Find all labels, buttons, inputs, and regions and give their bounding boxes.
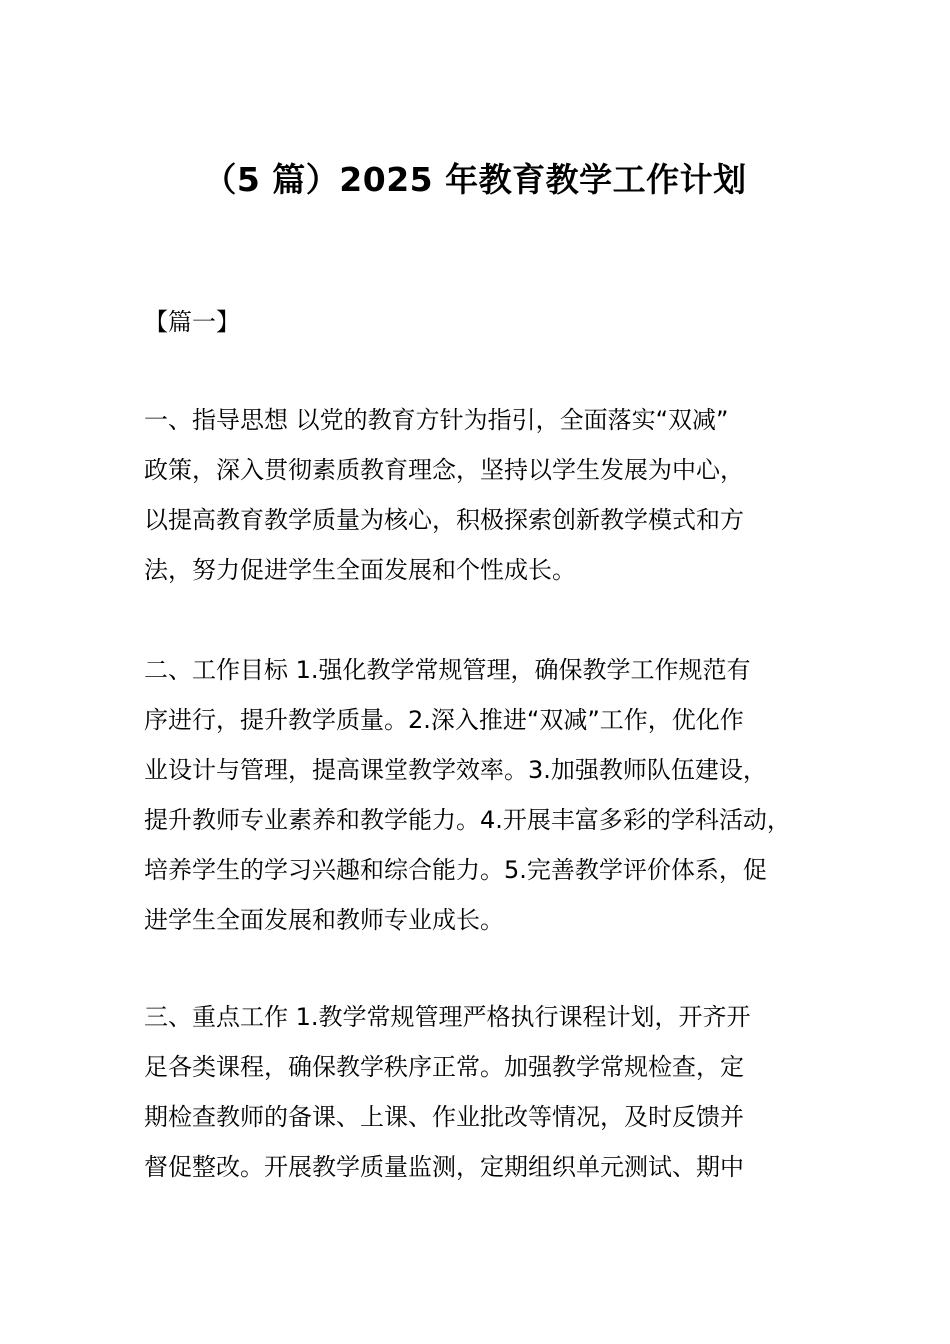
paragraph-line: 培养学生的学习兴趣和综合能力。5.完善教学评价体系，促: [144, 856, 767, 884]
paragraph-line: 三、重点工作 1.教学常规管理严格执行课程计划，开齐开: [144, 1003, 751, 1031]
section-label: 【篇一】: [144, 308, 240, 336]
document-title: （5 篇）2025 年教育教学工作计划: [203, 160, 747, 199]
paragraph-line: 期检查教师的备课、上课、作业批改等情况，及时反馈并: [144, 1103, 744, 1131]
paragraph-line: 督促整改。开展教学质量监测，定期组织单元测试、期中: [144, 1153, 744, 1181]
paragraph-line: 以提高教育教学质量为核心，积极探索创新教学模式和方: [144, 506, 744, 534]
paragraph-guiding-ideology: [144, 395, 834, 595]
paragraph-line: 法，努力促进学生全面发展和个性成长。: [144, 556, 576, 584]
paragraph-line: 二、工作目标 1.强化教学常规管理，确保教学工作规范有: [144, 656, 751, 684]
paragraph-work-goals: [144, 645, 834, 945]
paragraph-line: 政策，深入贯彻素质教育理念，坚持以学生发展为中心，: [144, 456, 744, 484]
paragraph-line: 提升教师专业素养和教学能力。4.开展丰富多彩的学科活动，: [144, 806, 791, 834]
paragraph-line: 业设计与管理，提高课堂教学效率。3.加强教师队伍建设，: [144, 756, 767, 784]
paragraph-line: 序进行，提升教学质量。2.深入推进“双减”工作，优化作: [144, 706, 744, 734]
paragraph-line: 进学生全面发展和教师专业成长。: [144, 906, 504, 934]
paragraph-line: 足各类课程，确保教学秩序正常。加强教学常规检查，定: [144, 1053, 744, 1081]
paragraph-line: 一、指导思想 以党的教育方针为指引，全面落实“双减”: [144, 406, 729, 434]
paragraph-key-work: [144, 992, 834, 1192]
